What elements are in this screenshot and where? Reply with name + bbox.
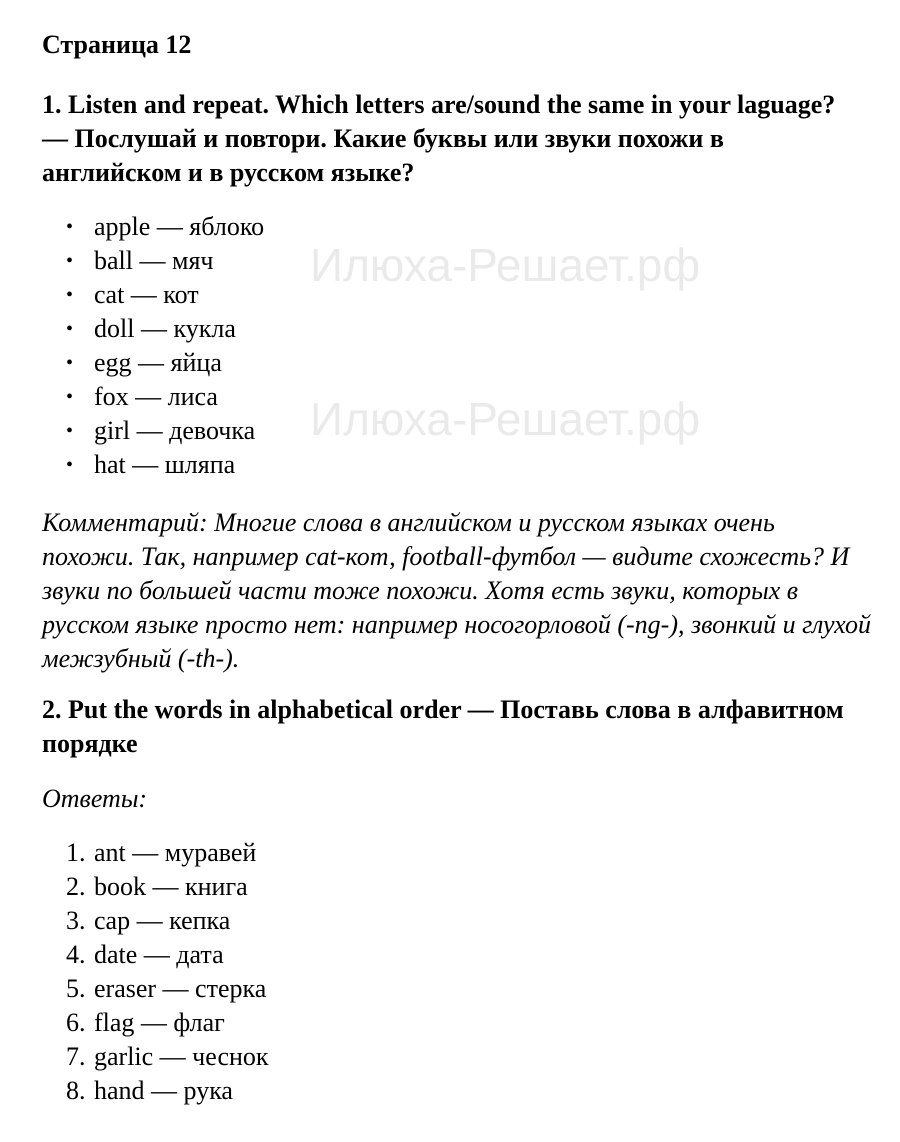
list-item-text: egg — яйца bbox=[94, 348, 222, 377]
bullet-icon: • bbox=[66, 318, 74, 340]
task2-answer-list bbox=[66, 836, 269, 1108]
item-number: 3. bbox=[66, 906, 86, 935]
list-item-text: doll — кукла bbox=[94, 314, 236, 343]
list-item-text: apple — яблоко bbox=[94, 212, 265, 241]
answers-label: Ответы: bbox=[42, 784, 148, 813]
list-item-text: cat — кот bbox=[94, 280, 199, 309]
list-item-text: hat — шляпа bbox=[94, 450, 236, 479]
list-item-text: ball — мяч bbox=[94, 246, 214, 275]
task1-word-list bbox=[66, 210, 264, 482]
list-item-text: book — книга bbox=[94, 872, 248, 901]
list-item bbox=[66, 380, 264, 414]
list-item bbox=[66, 1006, 269, 1040]
item-number: 4. bbox=[66, 940, 86, 969]
bullet-icon: • bbox=[66, 352, 74, 374]
list-item-text: garlic — чеснок bbox=[94, 1042, 269, 1071]
bullet-icon: • bbox=[66, 386, 74, 408]
watermark: Илюха-Решает.рф bbox=[310, 393, 701, 445]
list-item bbox=[66, 210, 264, 244]
item-number: 7. bbox=[66, 1042, 86, 1071]
list-item bbox=[66, 938, 269, 972]
list-item bbox=[66, 414, 264, 448]
bullet-icon: • bbox=[66, 420, 74, 442]
item-number: 5. bbox=[66, 974, 86, 1003]
task1-comment: Комментарий: Многие слова в английском и русском языках очень похожи. Так, например cat-кот, football-футбол — видите схожесть? И звуки по большей части тоже похожи. Хотя есть звуки, которых в русском языке просто нет: например носогорловой (-ng-), звонкий и глухой межзубный (-th-). bbox=[42, 508, 872, 673]
list-item bbox=[66, 836, 269, 870]
list-item-text: flag — флаг bbox=[94, 1008, 225, 1037]
bullet-icon: • bbox=[66, 216, 74, 238]
bullet-icon: • bbox=[66, 284, 74, 306]
list-item-text: fox — лиса bbox=[94, 382, 218, 411]
task1-heading: 1. Listen and repeat. Which letters are/sound the same in your laguage? — Послушай и повтори. Какие буквы или звуки похожи в английском и в русском языке? bbox=[42, 90, 836, 187]
list-item bbox=[66, 1040, 269, 1074]
list-item bbox=[66, 346, 264, 380]
list-item bbox=[66, 1074, 269, 1108]
list-item bbox=[66, 278, 264, 312]
item-number: 1. bbox=[66, 838, 86, 867]
item-number: 6. bbox=[66, 1008, 86, 1037]
watermark: Илюха-Решает.рф bbox=[310, 239, 701, 291]
list-item bbox=[66, 904, 269, 938]
list-item-text: date — дата bbox=[94, 940, 224, 969]
list-item bbox=[66, 244, 264, 278]
bullet-icon: • bbox=[66, 454, 74, 476]
list-item-text: ant — муравей bbox=[94, 838, 257, 867]
task2-heading: 2. Put the words in alphabetical order — Поставь слова в алфавитном порядке bbox=[42, 695, 844, 758]
list-item-text: cap — кепка bbox=[94, 906, 231, 935]
list-item bbox=[66, 972, 269, 1006]
list-item bbox=[66, 870, 269, 904]
bullet-icon: • bbox=[66, 250, 74, 272]
item-number: 2. bbox=[66, 872, 86, 901]
list-item bbox=[66, 312, 264, 346]
page-title: Страница 12 bbox=[42, 30, 192, 59]
item-number: 8. bbox=[66, 1076, 86, 1105]
list-item-text: hand — рука bbox=[94, 1076, 233, 1105]
list-item-text: eraser — стерка bbox=[94, 974, 267, 1003]
list-item-text: girl — девочка bbox=[94, 416, 256, 445]
list-item bbox=[66, 448, 264, 482]
